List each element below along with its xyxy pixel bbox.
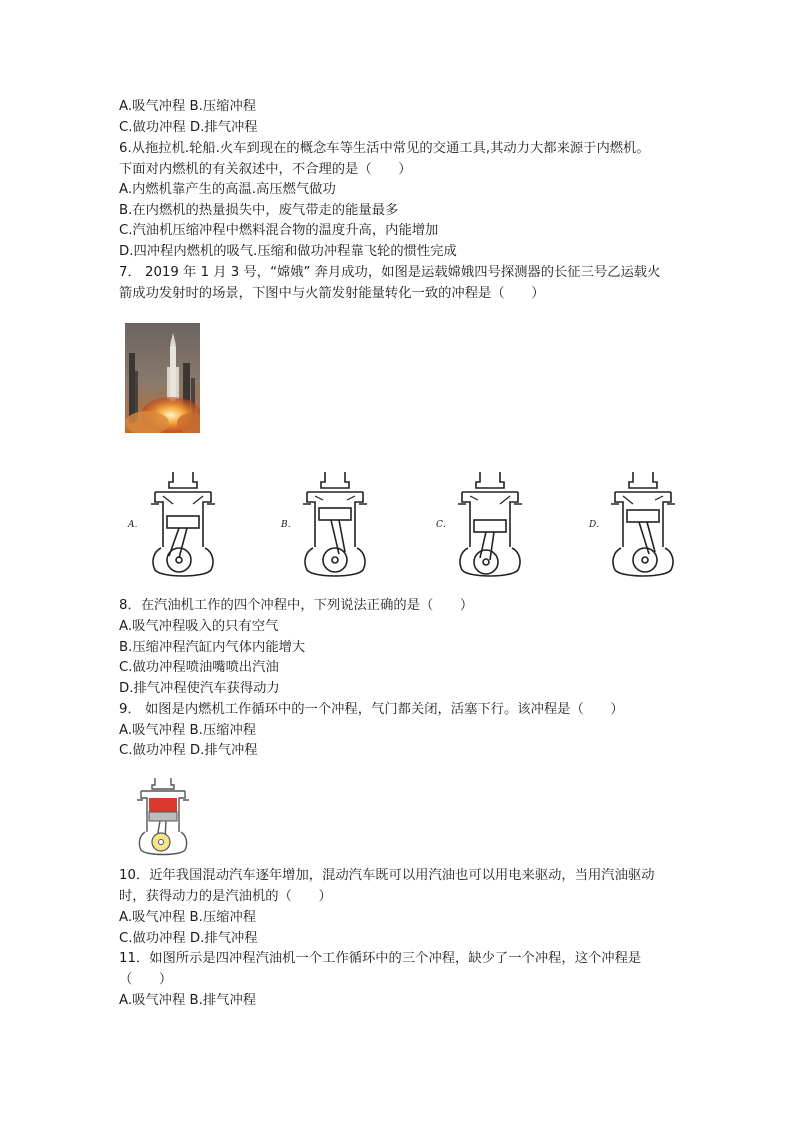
engine-diagram-b [299, 470, 371, 580]
q10-options-cd: C.做功冲程 D.排气冲程 [119, 931, 258, 946]
q6-option-c: C.汽油机压缩冲程中燃料混合物的温度升高，内能增加 [119, 223, 439, 238]
engine-label-a: A． [128, 520, 144, 530]
q6-option-b: B.在内燃机的热量损失中，废气带走的能量最多 [119, 203, 399, 218]
engine-diagram-c [454, 470, 526, 580]
q11-stem-line1: 11．如图所示是四冲程汽油机一个工作循环中的三个冲程，缺少了一个冲程，这个冲程是 [119, 951, 642, 966]
engine-label-b: B． [281, 520, 297, 530]
engine-diagram-q9 [135, 776, 191, 858]
engine-diagram-a [147, 470, 219, 580]
q6-option-d: D.四冲程内燃机的吸气.压缩和做功冲程靠飞轮的惯性完成 [119, 244, 457, 259]
q8-option-c: C.做功冲程喷油嘴喷出汽油 [119, 660, 279, 675]
q5-options-cd: C.做功冲程 D.排气冲程 [119, 120, 258, 135]
rocket-launch-image [125, 323, 200, 433]
q11-stem-line2: （ ） [119, 972, 173, 987]
q6-option-a: A.内燃机靠产生的高温.高压燃气做功 [119, 182, 336, 197]
q8-stem: 8．在汽油机工作的四个冲程中，下列说法正确的是（ ） [119, 598, 474, 613]
q7-stem-line2: 箭成功发射时的场景，下图中与火箭发射能量转化一致的冲程是（ ） [119, 286, 545, 301]
q6-stem-line2: 下面对内燃机的有关叙述中，不合理的是（ ） [119, 162, 412, 177]
engine-diagram-d [607, 470, 679, 580]
q6-stem-line1: 6.从拖拉机.轮船.火车到现在的概念车等生活中常见的交通工具,其动力大都来源于内燃机。 [119, 141, 650, 156]
q10-stem-line2: 时，获得动力的是汽油机的（ ） [119, 889, 332, 904]
q5-options-ab: A.吸气冲程 B.压缩冲程 [119, 99, 257, 114]
engine-label-d: D． [589, 520, 606, 530]
q11-options-ab: A.吸气冲程 B.排气冲程 [119, 993, 257, 1008]
q10-options-ab: A.吸气冲程 B.压缩冲程 [119, 910, 257, 925]
q8-option-d: D.排气冲程使汽车获得动力 [119, 681, 280, 696]
q8-option-a: A.吸气冲程吸入的只有空气 [119, 619, 279, 634]
q8-option-b: B.压缩冲程汽缸内气体内能增大 [119, 640, 306, 655]
q10-stem-line1: 10．近年我国混动汽车逐年增加，混动汽车既可以用汽油也可以用电来驱动，当用汽油驱动 [119, 868, 655, 883]
q9-options-cd: C.做功冲程 D.排气冲程 [119, 743, 258, 758]
engine-label-c: C． [436, 520, 452, 530]
q9-stem: 9． 如图是内燃机工作循环中的一个冲程，气门都关闭，活塞下行。该冲程是（ ） [119, 702, 624, 717]
q9-options-ab: A.吸气冲程 B.压缩冲程 [119, 723, 257, 738]
q7-stem-line1: 7． 2019 年 1 月 3 号，“嫦娥” 奔月成功，如图是运载嫦娥四号探测器的长征三号乙运载火 [119, 265, 661, 280]
